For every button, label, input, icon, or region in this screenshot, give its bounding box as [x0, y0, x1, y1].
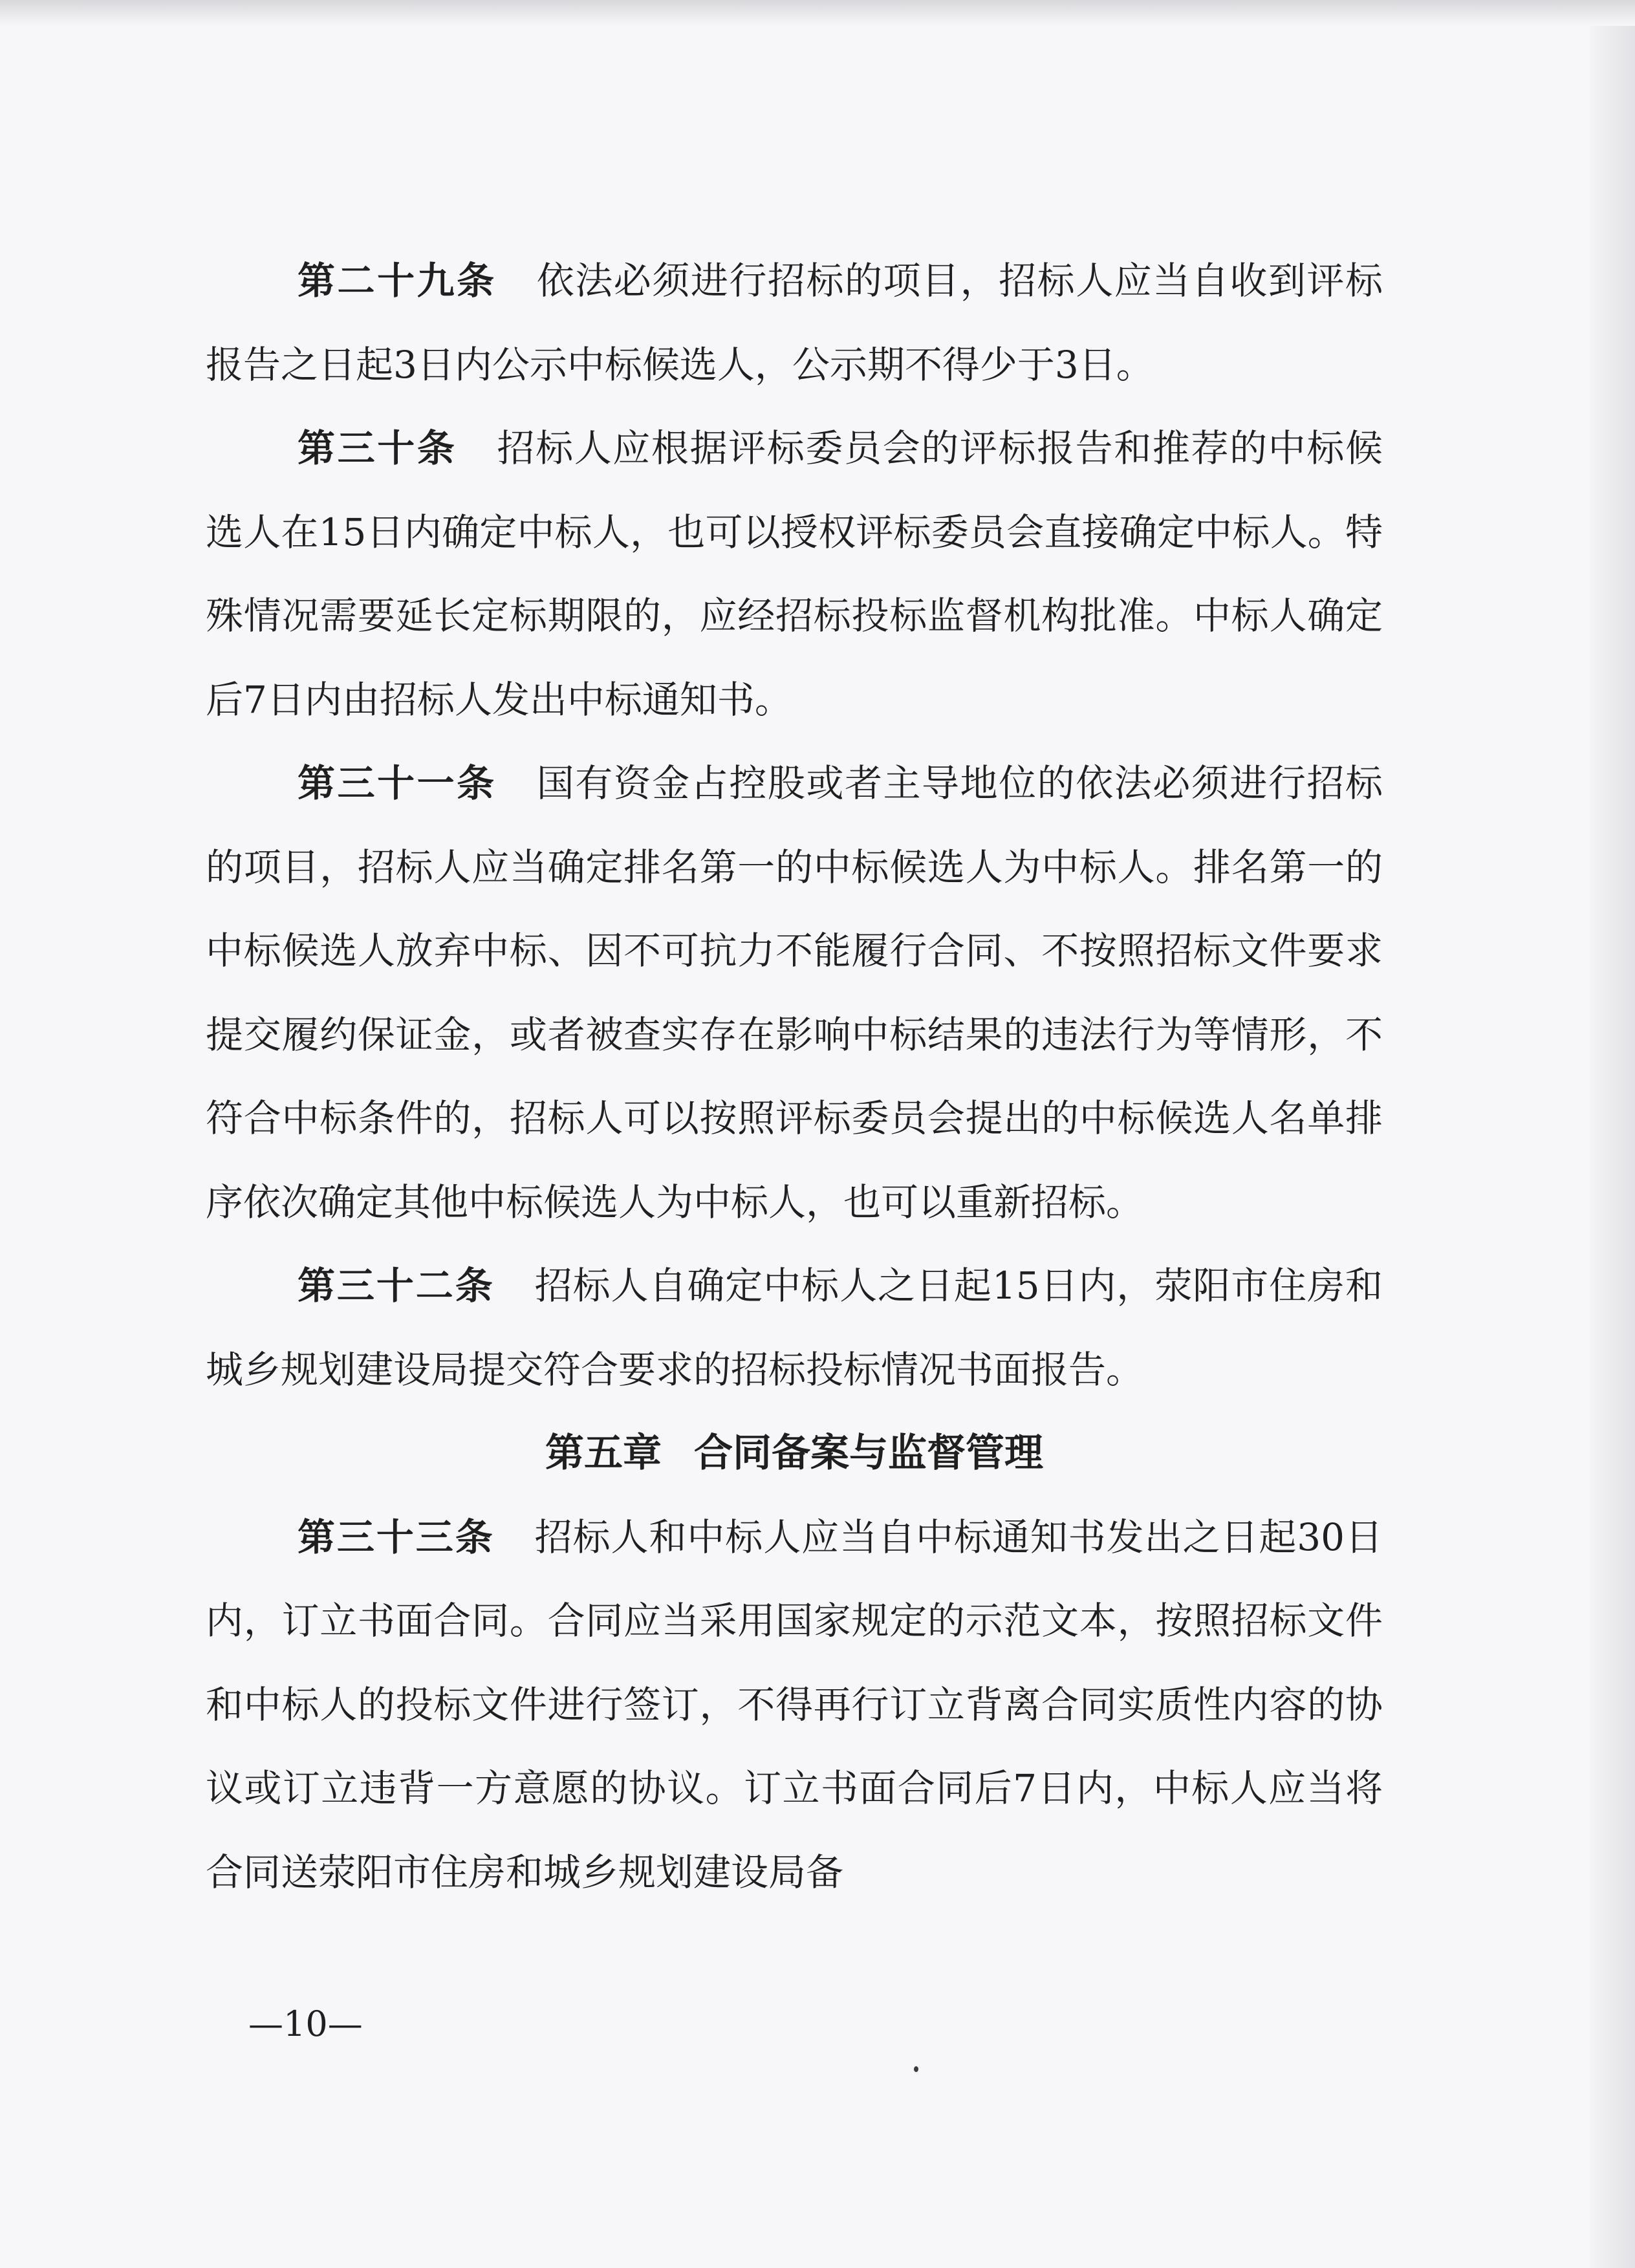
- article-text: 招标人应根据评标委员会的评标报告和推荐的中标候选人在15日内确定中标人，也可以授权评标委员会直接确定中标人。特殊情况需要延长定标期限的，应经招标投标监督机构批准。中标人确定后7日内由招标人发出中标通知书。: [206, 426, 1383, 722]
- article-30: [206, 407, 1383, 742]
- article-label: 第二十九条: [298, 259, 497, 303]
- article-text: 招标人自确定中标人之日起15日内，荥阳市住房和城乡规划建设局提交符合要求的招标投标情况书面报告。: [206, 1264, 1383, 1392]
- chapter-title: 合同备案与监督管理: [694, 1431, 1043, 1476]
- chapter-number: 第五章: [545, 1431, 662, 1476]
- scan-top-edge: [0, 0, 1635, 26]
- article-text: 依法必须进行招标的项目，招标人应当自收到评标报告之日起3日内公示中标候选人，公示期不得少于3日。: [206, 259, 1383, 387]
- document-body: [206, 239, 1383, 1914]
- chapter-heading: [206, 1412, 1383, 1496]
- article-29: [206, 239, 1383, 407]
- scan-right-edge: [1590, 26, 1635, 2268]
- article-text: 招标人和中标人应当自中标通知书发出之日起30日内，订立书面合同。合同应当采用国家规定的示范文本，按照招标文件和中标人的投标文件进行签订，不得再行订立背离合同实质性内容的协议或订立违背一方意愿的协议。订立书面合同后7日内，中标人应当将合同送荥阳市住房和城乡规划建设局备: [206, 1515, 1383, 1894]
- article-label: 第三十三条: [298, 1515, 495, 1559]
- article-32: [206, 1244, 1383, 1412]
- article-text: 国有资金占控股或者主导地位的依法必须进行招标的项目，招标人应当确定排名第一的中标候选人为中标人。排名第一的中标候选人放弃中标、因不可抗力不能履行合同、不按照招标文件要求提交履约保证金，或者被查实存在影响中标结果的违法行为等情形，不符合中标条件的，招标人可以按照评标委员会提出的中标候选人名单排序依次确定其他中标候选人为中标人，也可以重新招标。: [206, 761, 1383, 1224]
- article-33: [206, 1496, 1383, 1915]
- article-31: [206, 742, 1383, 1244]
- scan-speck: [914, 2066, 918, 2072]
- page-number: —10—: [248, 2003, 363, 2044]
- article-label: 第三十二条: [298, 1264, 495, 1308]
- article-label: 第三十一条: [298, 761, 497, 805]
- article-label: 第三十条: [298, 426, 457, 470]
